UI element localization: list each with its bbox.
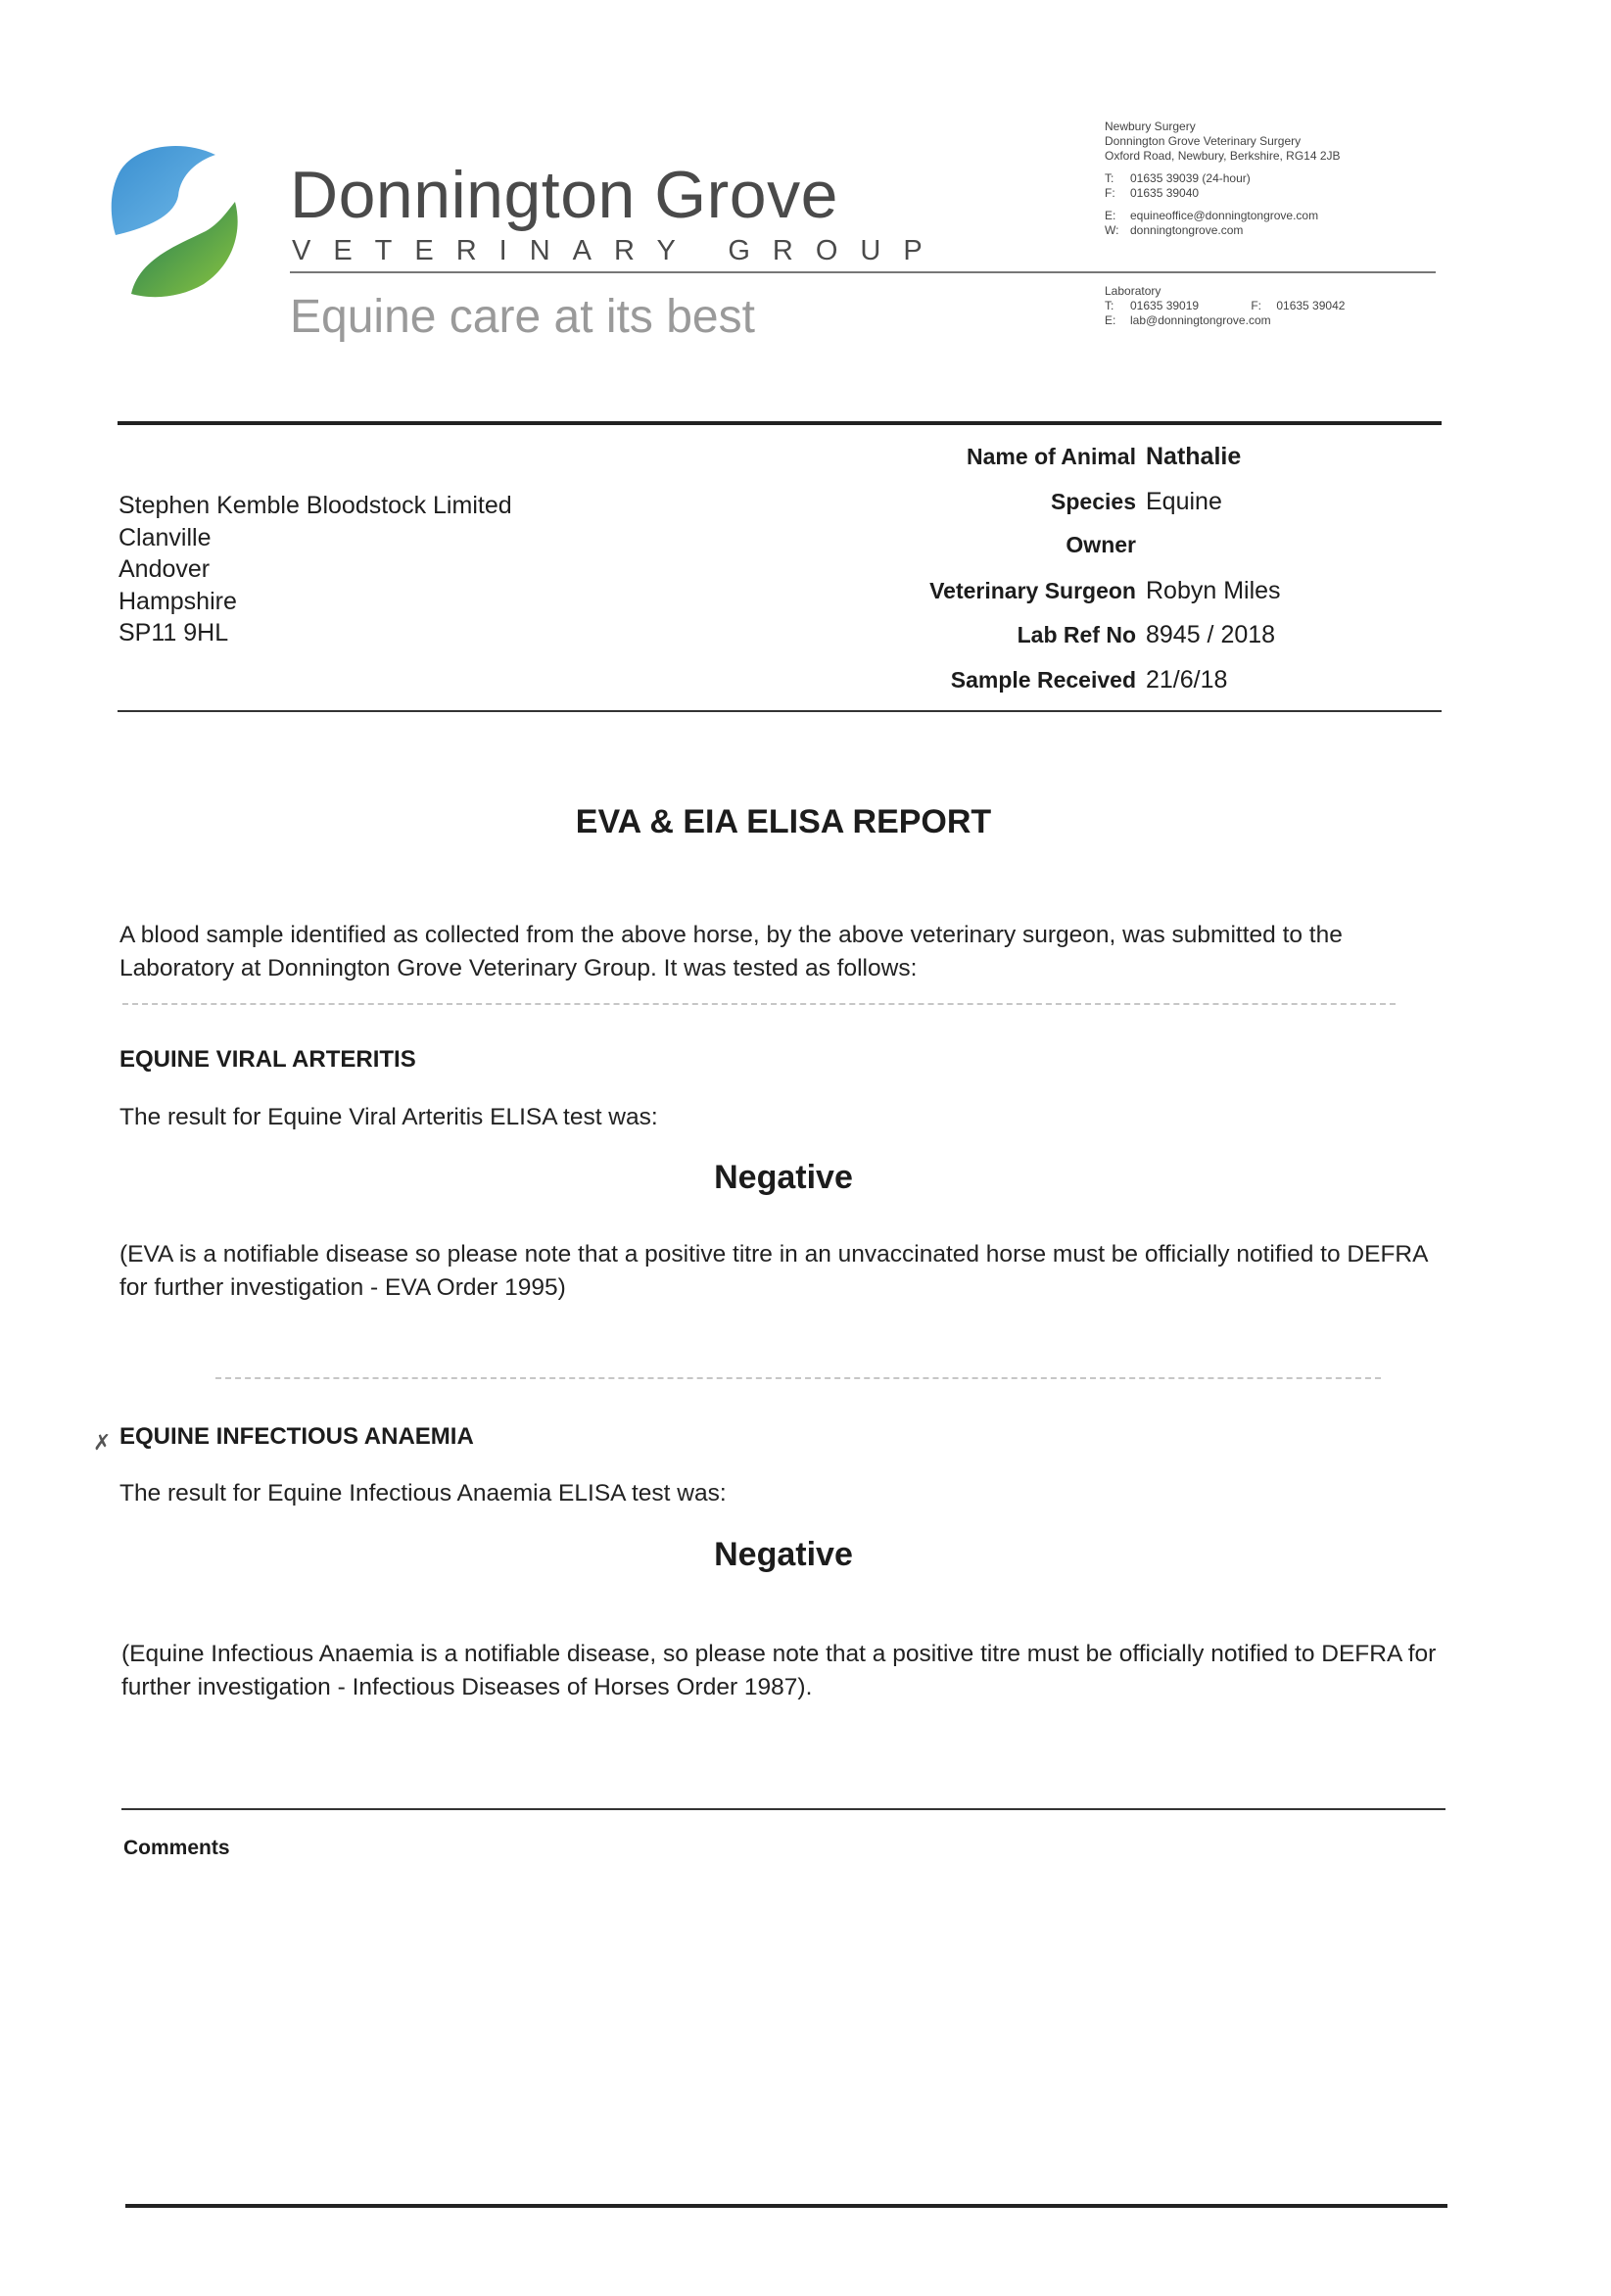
address-line: SP11 9HL — [118, 619, 229, 646]
surgery-fax-label: F: — [1105, 186, 1115, 200]
laboratory-contact — [1105, 284, 1345, 328]
comments-rule — [121, 1808, 1445, 1810]
eia-result: Negative — [714, 1536, 853, 1573]
recipient-address — [118, 490, 512, 649]
header-rule — [118, 421, 1442, 425]
comments-label: Comments — [123, 1837, 230, 1859]
intro-paragraph: A blood sample identified as collected from the above horse, by the above veterinary surgeon, was submitted to the Laboratory at Donnington Grove Veterinary Group. It was tested as follows: — [119, 922, 1343, 981]
logo-mark — [110, 137, 247, 299]
surgery-fax: 01635 39040 — [1130, 186, 1200, 200]
detail-label: Sample Received — [950, 666, 1136, 693]
eia-note: (Equine Infectious Anaemia is a notifiable disease, so please note that a positive titre must be officially notified to DEFRA for further investigation - Infectious Diseases of Horses Order 1987). — [121, 1641, 1437, 1700]
detail-label: Veterinary Surgeon — [929, 577, 1136, 603]
detail-row-species — [862, 488, 1489, 533]
surgery-name: Newbury Surgery — [1105, 120, 1196, 133]
detail-label: Species — [1051, 488, 1136, 514]
letterhead-divider — [290, 271, 1436, 273]
address-line: Andover — [118, 555, 211, 583]
lab-tel-label: T: — [1105, 299, 1114, 312]
brand-name: Donnington Grove — [290, 158, 838, 232]
tagline: Equine care at its best — [290, 291, 755, 343]
detail-row-animal — [862, 443, 1489, 488]
lab-ref-value: 8945 / 2018 — [1146, 621, 1276, 648]
surgery-contact — [1105, 120, 1341, 238]
surgery-tel-label: T: — [1105, 171, 1114, 185]
eva-result-line: The result for Equine Viral Arteritis ELISA test was: — [119, 1104, 658, 1130]
surgery-email: equineoffice@donningtongrove.com — [1130, 209, 1319, 222]
report-title: EVA & EIA ELISA REPORT — [575, 803, 992, 840]
eva-note: (EVA is a notifiable disease so please note that a positive titre in an unvaccinated horse must be officially notified to DEFRA for further investigation - EVA Order 1995) — [119, 1241, 1428, 1301]
eia-heading: EQUINE INFECTIOUS ANAEMIA — [119, 1423, 474, 1450]
animal-name-value: Nathalie — [1146, 443, 1242, 470]
address-line: Stephen Kemble Bloodstock Limited — [118, 492, 512, 519]
detail-row-owner — [862, 532, 1489, 577]
details-rule — [118, 710, 1442, 712]
laboratory-name: Laboratory — [1105, 284, 1161, 298]
brand-subtitle: VETERINARY GROUP — [292, 235, 945, 266]
sample-details — [862, 443, 1489, 710]
lab-email: lab@donningtongrove.com — [1130, 313, 1271, 327]
eva-heading: EQUINE VIRAL ARTERITIS — [119, 1046, 416, 1073]
eva-result: Negative — [714, 1159, 853, 1196]
detail-row-received — [862, 666, 1489, 711]
detail-label: Name of Animal — [967, 444, 1136, 469]
detail-row-labref — [862, 621, 1489, 666]
address-line: Hampshire — [118, 587, 237, 615]
vet-surgeon-value: Robyn Miles — [1146, 576, 1281, 604]
surgery-address-line2: Oxford Road, Newbury, Berkshire, RG14 2JB — [1105, 149, 1341, 163]
surgery-email-label: E: — [1105, 209, 1116, 222]
scan-dashes — [122, 1003, 1396, 1007]
sample-received-value: 21/6/18 — [1146, 665, 1228, 694]
surgery-tel: 01635 39039 (24-hour) — [1130, 171, 1251, 185]
lab-fax-label: F: — [1251, 299, 1262, 312]
detail-label: Owner — [1066, 532, 1136, 557]
lab-email-label: E: — [1105, 313, 1116, 327]
lab-fax: 01635 39042 — [1276, 299, 1346, 312]
lab-tel: 01635 39019 — [1130, 299, 1200, 312]
handwritten-mark: ✗ — [93, 1430, 112, 1455]
scan-dashes — [215, 1377, 1381, 1381]
address-line: Clanville — [118, 523, 212, 551]
detail-row-vet — [862, 577, 1489, 622]
footer-rule — [125, 2204, 1447, 2208]
surgery-address-line1: Donnington Grove Veterinary Surgery — [1105, 134, 1302, 148]
detail-label: Lab Ref No — [1017, 622, 1136, 647]
surgery-web: donningtongrove.com — [1130, 223, 1244, 237]
eia-result-line: The result for Equine Infectious Anaemia ELISA test was: — [119, 1480, 727, 1507]
species-value: Equine — [1146, 487, 1222, 515]
surgery-web-label: W: — [1105, 223, 1119, 237]
